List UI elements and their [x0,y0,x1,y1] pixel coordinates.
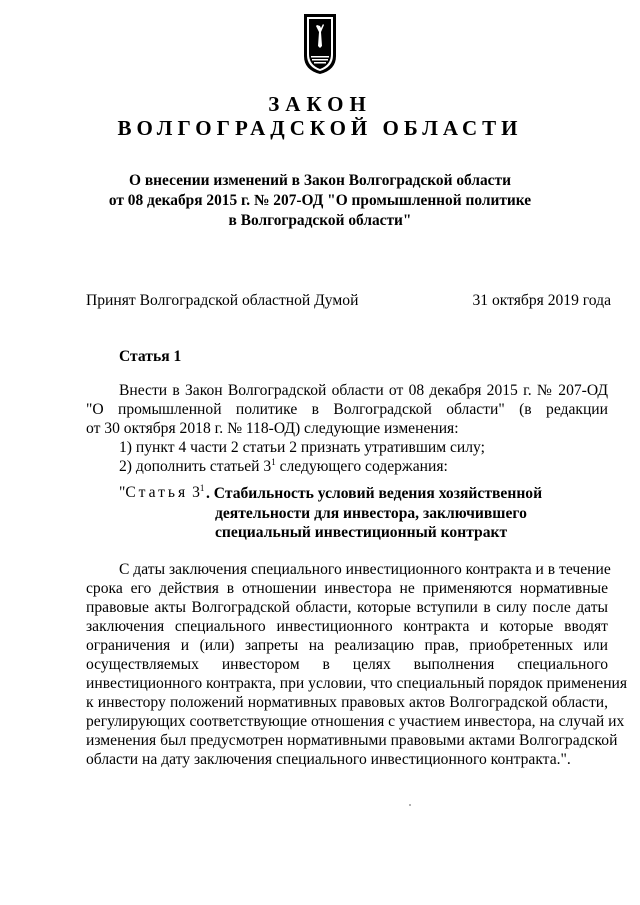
item-2-superscript: 1 [271,457,276,467]
subtitle-line: О внесении изменений в Закон Волгоградской области [129,172,511,189]
article-3-1-body-line: регулирующих соответствующие отношения с участием инвестора, на случай их [86,713,625,730]
coat-of-arms-icon [302,12,338,76]
article-3-1-body-line: области на дату заключения специального инвестиционного контракта.". [86,751,571,768]
article-3-1-word: Статья [125,484,189,501]
article-1-heading: Статья 1 [119,348,182,365]
article-1-item-1: 1) пункт 4 части 2 статьи 2 признать утратившим силу; [119,439,485,456]
article-3-1-open-quote: " [119,484,126,501]
article-1-intro-line: "О промышленной политике в Волгоградской области" (в редакции [86,401,608,418]
law-subtitle [80,171,560,231]
article-3-1-title [206,484,543,543]
item-2-text-end: следующего содержания: [275,458,448,475]
article-1-intro-line: Внести в Закон Волгоградской области от 08 декабря 2015 г. № 207-ОД [119,382,608,399]
document-type-heading: ЗАКОН [268,92,372,116]
scan-speck [409,804,411,806]
article-1-item-2 [119,457,608,476]
region-heading: ВОЛГОГРАДСКОЙ ОБЛАСТИ [117,116,523,140]
article-3-1-title-line: . Стабильность условий ведения хозяйственной [206,485,543,502]
article-3-1-body-line: осуществляемых инвестором в целях выполнения специального [86,656,608,673]
article-3-1-body-line: ограничения и (или) запреты на реализацию прав, приобретенных или [86,637,608,654]
article-3-1-title-line: специальный инвестиционный контракт [215,524,508,541]
article-3-1-body-line: инвестиционного контракта, при условии, что специальный порядок применения [86,675,628,692]
item-2-text: 2) дополнить статьей 3 [119,458,272,475]
article-3-1-body-line: правовые акты Волгоградской области, которые вступили в силу после даты [86,599,608,616]
adoption-date: 31 октября 2019 года [472,292,611,309]
article-3-1-label [119,484,204,502]
article-3-1-body-line: к инвестору положений нормативных правовых актов Волгоградской области, [86,694,608,711]
article-3-1-superscript: 1 [199,483,205,493]
article-3-1-body-line: изменения был предусмотрен нормативными правовыми актами Волгоградской [86,732,618,749]
article-3-1-body-line: С даты заключения специального инвестиционного контракта и в течение [119,561,611,578]
article-3-1-body-line: заключения специального инвестиционного контракта и которые вводят [86,618,608,635]
adopted-by-text: Принят Волгоградской областной Думой [86,292,359,309]
article-3-1-title-line: деятельности для инвестора, заключившего [215,504,527,522]
article-1-intro-line: от 30 октября 2018 г. № 118-ОД) следующие изменения: [86,420,459,437]
article-3-1-number: 3 [192,484,200,501]
article-3-1-body-line: срока его действия в отношении инвестора не применяются нормативные [86,580,608,597]
subtitle-line: в Волгоградской области" [228,212,412,229]
subtitle-line: от 08 декабря 2015 г. № 207-ОД "О промышленной политике [108,192,532,209]
